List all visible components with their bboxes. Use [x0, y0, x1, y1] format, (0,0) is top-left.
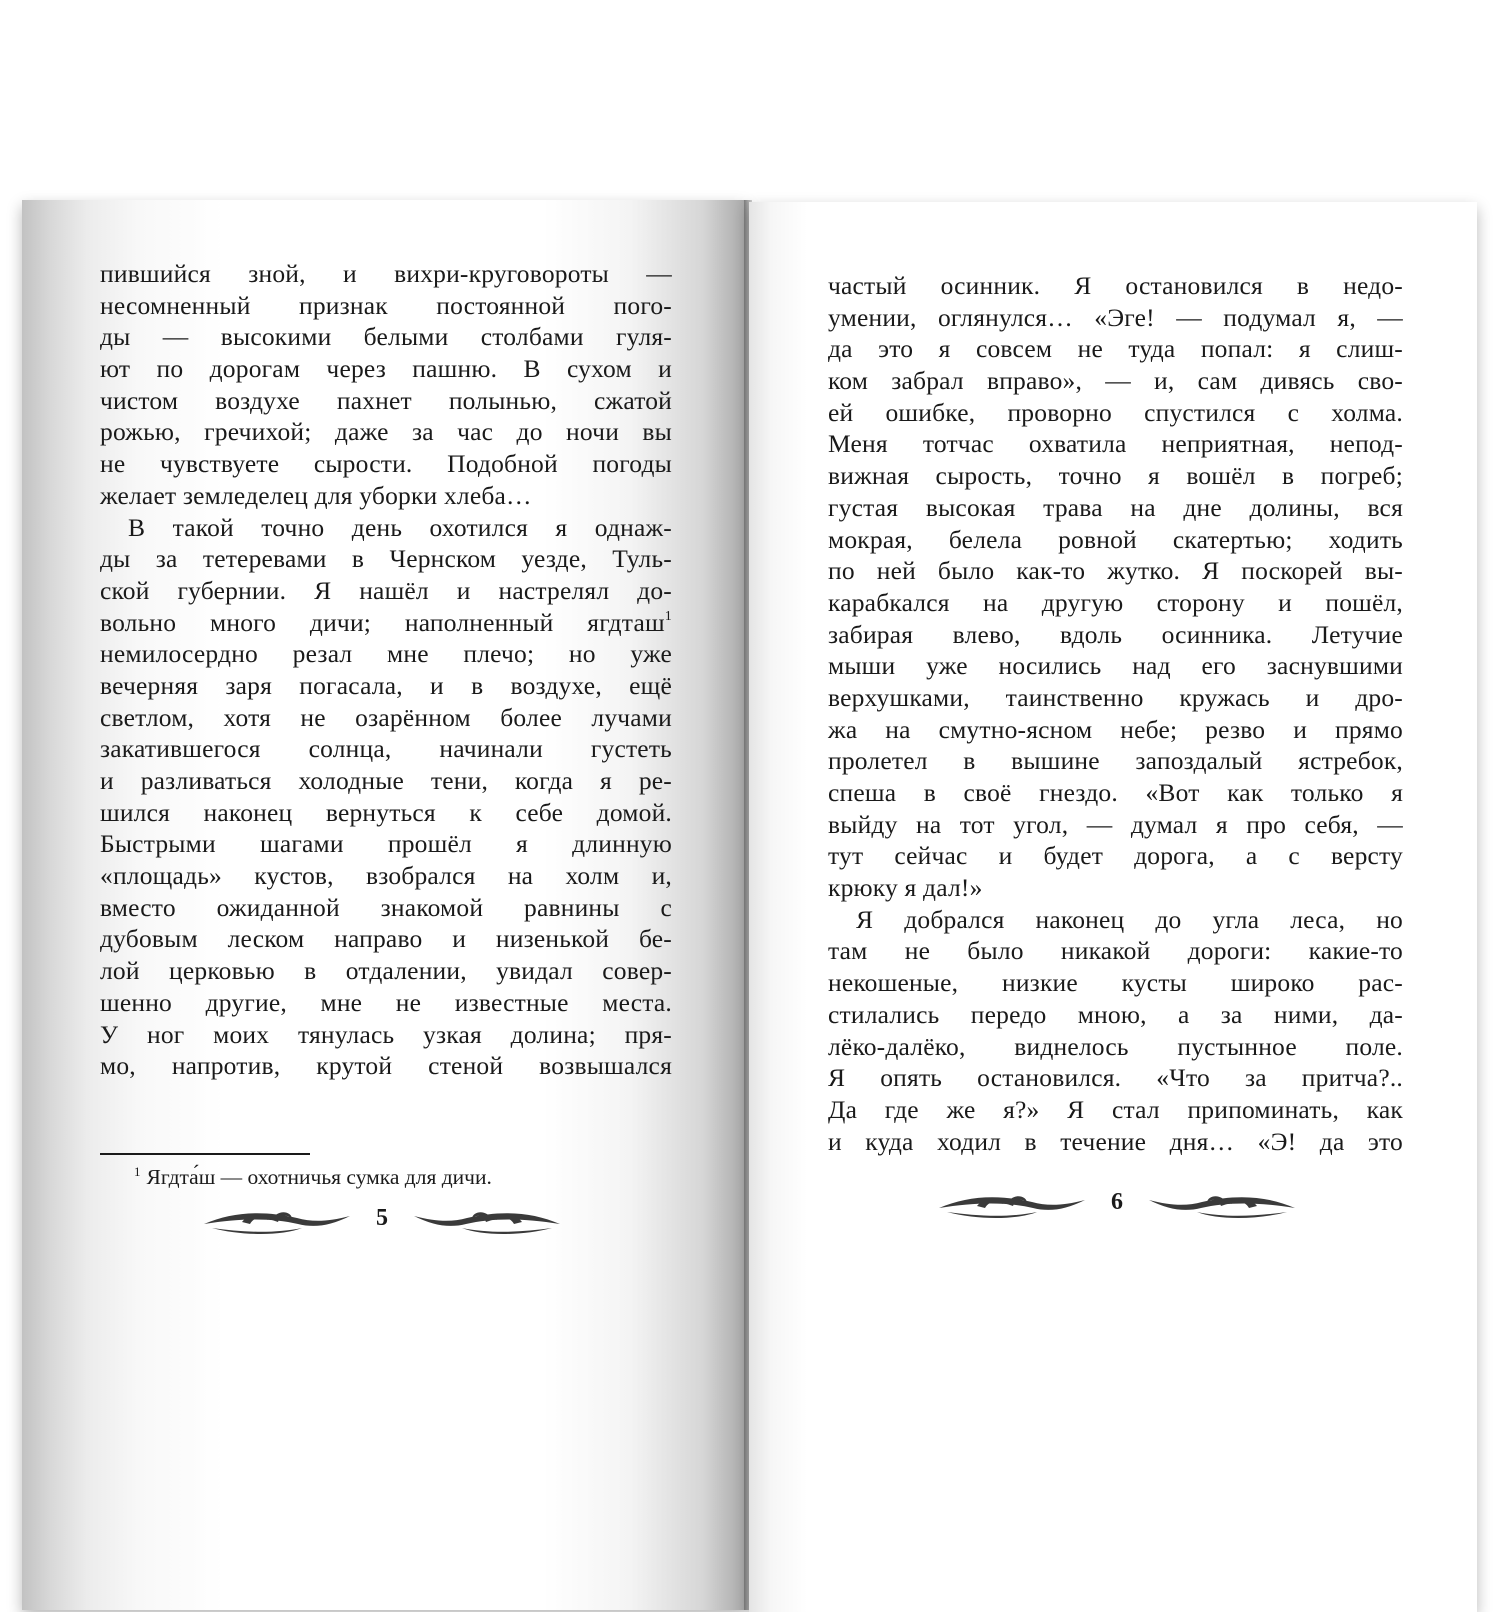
text-line: Я опять остановился. «Что за притча?.. — [828, 1063, 1403, 1093]
text-line: несомненный признак постоянной пого- — [100, 290, 672, 320]
page-number-block — [202, 1202, 562, 1242]
flourish-ornament-right-icon — [1147, 1192, 1297, 1220]
text-line: и разливаться холодные тени, когда я ре- — [100, 766, 672, 795]
text-line: немилосердно резал мне плечо; но уже — [100, 639, 672, 669]
text-line: карабкался на другую сторону и пошёл, — [828, 587, 1403, 617]
text-line: лой церковью в отдалении, увидал совер- — [100, 956, 672, 986]
text-line: шился наконец вернуться к себе домой. — [100, 797, 672, 827]
text-line: лёко-далёко, виднелось пустынное поле. — [828, 1031, 1403, 1061]
footnote-reference: 1 — [664, 608, 672, 624]
text-line: Меня тотчас охватила неприятная, непод- — [828, 429, 1403, 459]
text-line-content: вольно много дичи; наполненный ягдташ — [100, 607, 665, 637]
text-line: выйду на тот угол, — думал я про себя, — — [828, 809, 1403, 839]
text-line: ком забрал вправо», — и, сам дивясь сво- — [828, 366, 1403, 396]
text-line: пившийся зной, и вихри-круговороты — — [100, 259, 672, 288]
text-line: дубовым леском направо и низенькой бе- — [100, 924, 672, 954]
text-line: стилались передо мною, а за ними, да- — [828, 999, 1403, 1029]
right-page — [749, 202, 1477, 1612]
footnote-text: Ягдта́ш — охотничья сумка для дичи. — [146, 1165, 492, 1189]
text-line: верхушками, таинственно кружась и дро- — [828, 682, 1403, 712]
flourish-ornament-left-icon — [937, 1192, 1087, 1220]
text-line: вместо ожиданной знакомой равнины с — [100, 892, 672, 922]
text-line: некошеные, низкие кусты широко рас- — [828, 968, 1403, 998]
text-line: ской губернии. Я нашёл и настрелял до- — [100, 575, 672, 605]
text-line: ды за тетеревами в Чернском уезде, Туль- — [100, 544, 672, 574]
text-line: густая высокая трава на дне долины, вся — [828, 492, 1403, 522]
text-line: ды — высокими белыми столбами гуля- — [100, 322, 672, 352]
paragraph-start-line: В такой точно день охотился я однаж- — [128, 512, 672, 542]
text-line: мо, напротив, крутой стеной возвышался — [100, 1051, 672, 1081]
footnote-divider — [100, 1153, 310, 1155]
text-line: там не было никакой дороги: какие-то — [828, 936, 1403, 966]
text-line: мокрая, белела ровной скатертью; ходить — [828, 524, 1403, 554]
text-line: умении, оглянулся… «Эге! — подумал я, — — [828, 302, 1403, 332]
text-line: ют по дорогам через пашню. В сухом и — [100, 354, 672, 384]
text-line: шенно другие, мне не известные места. — [100, 987, 672, 1017]
text-line: спеша в своё гнездо. «Вот как только я — [828, 778, 1403, 807]
text-line: чистом воздухе пахнет полынью, сжатой — [100, 385, 672, 415]
flourish-ornament-right-icon — [412, 1208, 562, 1236]
text-line: пролетел в вышине запоздалый ястребок, — [828, 746, 1403, 776]
text-line: и куда ходил в течение дня… «Э! да это — [828, 1126, 1403, 1156]
text-line: мыши уже носились над его заснувшими — [828, 651, 1403, 681]
text-line: рожью, гречихой; даже за час до ночи вы — [100, 417, 672, 447]
text-line-with-footnote — [100, 607, 672, 639]
text-line: «площадь» кустов, взобрался на холм и, — [100, 861, 672, 891]
text-line: Быстрыми шагами прошёл я длинную — [100, 829, 672, 859]
paragraph-start-line: Я добрался наконец до угла леса, но — [856, 904, 1403, 934]
right-page-text — [828, 270, 1403, 1157]
text-line: жа на смутно-ясном небе; резво и прямо — [828, 714, 1403, 744]
text-line: не чувствуете сырости. Подобной погоды — [100, 449, 672, 479]
left-page — [22, 200, 746, 1610]
page-number: 6 — [1111, 1189, 1123, 1215]
text-line: частый осинник. Я остановился в недо- — [828, 271, 1403, 300]
text-line: крюку я дал!» — [828, 873, 983, 903]
flourish-ornament-left-icon — [202, 1208, 352, 1236]
page-number-block — [937, 1186, 1297, 1226]
text-line: У ног моих тянулась узкая долина; пря- — [100, 1019, 672, 1049]
page-number: 5 — [376, 1205, 388, 1231]
footnote — [134, 1163, 492, 1191]
text-line: по ней было как-то жутко. Я поскорей вы- — [828, 556, 1403, 586]
text-line: да это я совсем не туда попал: я слиш- — [828, 334, 1403, 364]
left-page-text — [100, 258, 672, 1082]
text-line: тут сейчас и будет дорога, а с версту — [828, 841, 1403, 871]
text-line: желает земледелец для уборки хлеба… — [100, 480, 532, 510]
footnote-mark: 1 — [134, 1164, 141, 1179]
text-line: вижная сырость, точно я вошёл в погреб; — [828, 461, 1403, 491]
text-line: забирая влево, вдоль осинника. Летучие — [828, 619, 1403, 649]
text-line: ей ошибке, проворно спустился с холма. — [828, 397, 1403, 427]
text-line: светлом, хотя не озарённом более лучами — [100, 702, 672, 732]
text-line: Да где же я?» Я стал припоминать, как — [828, 1094, 1403, 1124]
text-line: закатившегося солнца, начинали густеть — [100, 734, 672, 764]
text-line: вечерняя заря погасала, и в воздухе, ещё — [100, 670, 672, 700]
